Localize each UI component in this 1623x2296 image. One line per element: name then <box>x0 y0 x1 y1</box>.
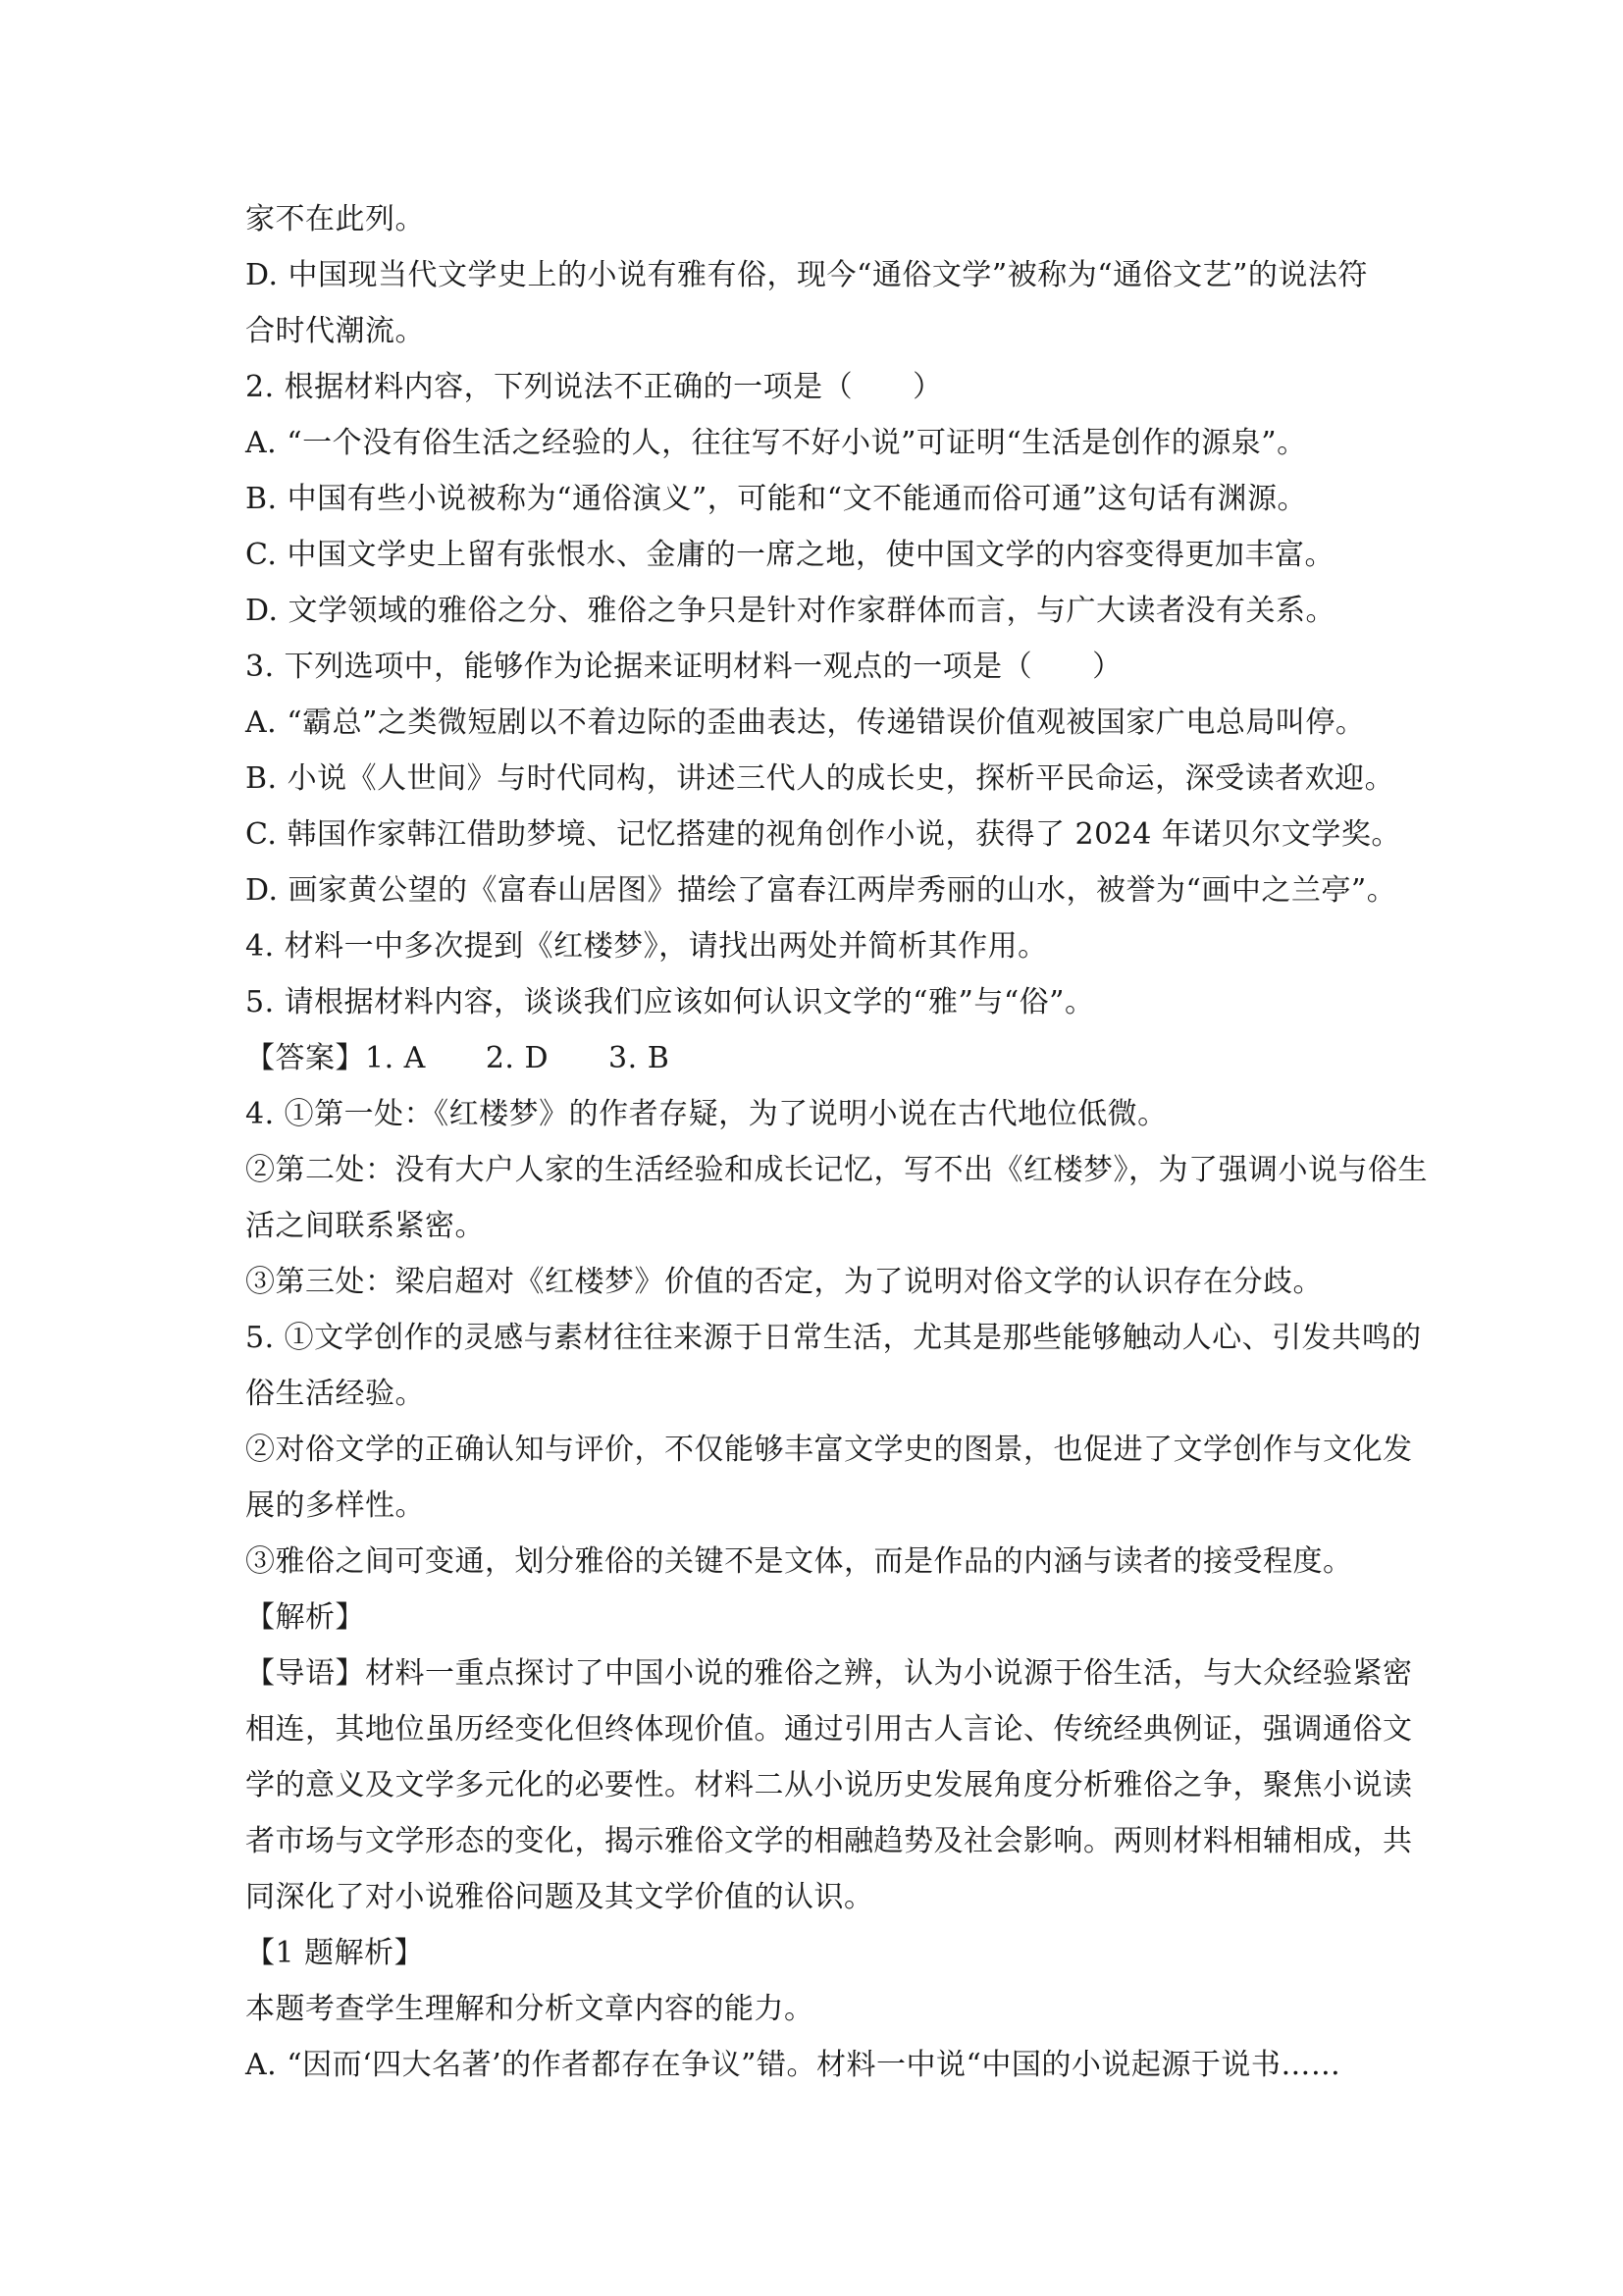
analysis-header: 【解析】 <box>245 1600 365 1635</box>
text-line: 同深化了对小说雅俗问题及其文学价值的认识。 <box>245 1880 874 1914</box>
answer-4-point-3: ③第三处：梁启超对《红楼梦》价值的否定，为了说明对俗文学的认识存在分歧。 <box>245 1265 1323 1299</box>
q1-analysis-text: 本题考查学生理解和分析文章内容的能力。 <box>245 1992 814 2026</box>
text-line: 学的意义及文学多元化的必要性。材料二从小说历史发展角度分析雅俗之争，聚焦小说读 <box>245 1768 1413 1802</box>
answer-header: 【答案】1. A 2. D 3. B <box>245 1041 670 1075</box>
q1-analysis-option-a: A. “因而‘四大名著’的作者都存在争议”错。材料一中说“中国的小说起源于说书…… <box>245 2048 1341 2082</box>
q3-option-d: D. 画家黄公望的《富春山居图》描绘了富春江两岸秀丽的山水，被誉为“画中之兰亭”。 <box>245 873 1397 908</box>
answer-5-point-2: ②对俗文学的正确认知与评价，不仅能够丰富文学史的图景，也促进了文学创作与文化发 <box>245 1433 1413 1467</box>
text-line: 合时代潮流。 <box>245 314 425 348</box>
answer-5-point-1: 5. ①文学创作的灵感与素材往往来源于日常生活，尤其是那些能够触动人心、引发共鸣的 <box>245 1321 1422 1355</box>
q2-option-c: C. 中国文学史上留有张恨水、金庸的一席之地，使中国文学的内容变得更加丰富。 <box>245 538 1335 572</box>
intro-paragraph: 【导语】材料一重点探讨了中国小说的雅俗之辨，认为小说源于俗生活，与大众经验紧密 <box>245 1656 1413 1691</box>
q1-analysis-header: 【1 题解析】 <box>245 1936 425 1970</box>
answer-4-point-2: ②第二处：没有大户人家的生活经验和成长记忆，写不出《红楼梦》，为了强调小说与俗生 <box>245 1153 1428 1187</box>
text-line: 相连，其地位虽历经变化但终体现价值。通过引用古人言论、传统经典例证，强调通俗文 <box>245 1712 1413 1747</box>
answer-4-point-1: 4. ①第一处：《红楼梦》的作者存疑，为了说明小说在古代地位低微。 <box>245 1097 1168 1131</box>
q3-option-a: A. “霸总”之类微短剧以不着边际的歪曲表达，传递错误价值观被国家广电总局叫停。 <box>245 705 1366 740</box>
text-line: 展的多样性。 <box>245 1488 425 1523</box>
question-4: 4. 材料一中多次提到《红楼梦》，请找出两处并简析其作用。 <box>245 929 1048 964</box>
question-5: 5. 请根据材料内容，谈谈我们应该如何认识文学的“雅”与“俗”。 <box>245 985 1095 1019</box>
q2-option-b: B. 中国有些小说被称为“通俗演义”，可能和“文不能通而俗可通”这句话有渊源。 <box>245 482 1307 516</box>
document-page <box>245 191 1428 2093</box>
q3-option-c: C. 韩国作家韩江借助梦境、记忆搭建的视角创作小说，获得了 2024 年诺贝尔文学奖。 <box>245 817 1401 852</box>
text-line: 家不在此列。 <box>245 202 425 236</box>
text-line: 俗生活经验。 <box>245 1377 425 1411</box>
question-3: 3. 下列选项中，能够作为论据来证明材料一观点的一项是（ ） <box>245 650 1123 684</box>
text-line: 活之间联系紧密。 <box>245 1209 485 1243</box>
text-line: 者市场与文学形态的变化，揭示雅俗文学的相融趋势及社会影响。两则材料相辅相成，共 <box>245 1824 1413 1858</box>
option-d-line: D. 中国现当代文学史上的小说有雅有俗，现今“通俗文学”被称为“通俗文艺”的说法符 <box>245 258 1368 292</box>
q2-option-d: D. 文学领域的雅俗之分、雅俗之争只是针对作家群体而言，与广大读者没有关系。 <box>245 594 1336 628</box>
question-2: 2. 根据材料内容，下列说法不正确的一项是（ ） <box>245 370 943 404</box>
q2-option-a: A. “一个没有俗生活之经验的人，往往写不好小说”可证明“生活是创作的源泉”。 <box>245 426 1307 460</box>
q3-option-b: B. 小说《人世间》与时代同构，讲述三代人的成长史，探析平民命运，深受读者欢迎。 <box>245 761 1395 796</box>
answer-5-point-3: ③雅俗之间可变通，划分雅俗的关键不是文体，而是作品的内涵与读者的接受程度。 <box>245 1544 1353 1579</box>
